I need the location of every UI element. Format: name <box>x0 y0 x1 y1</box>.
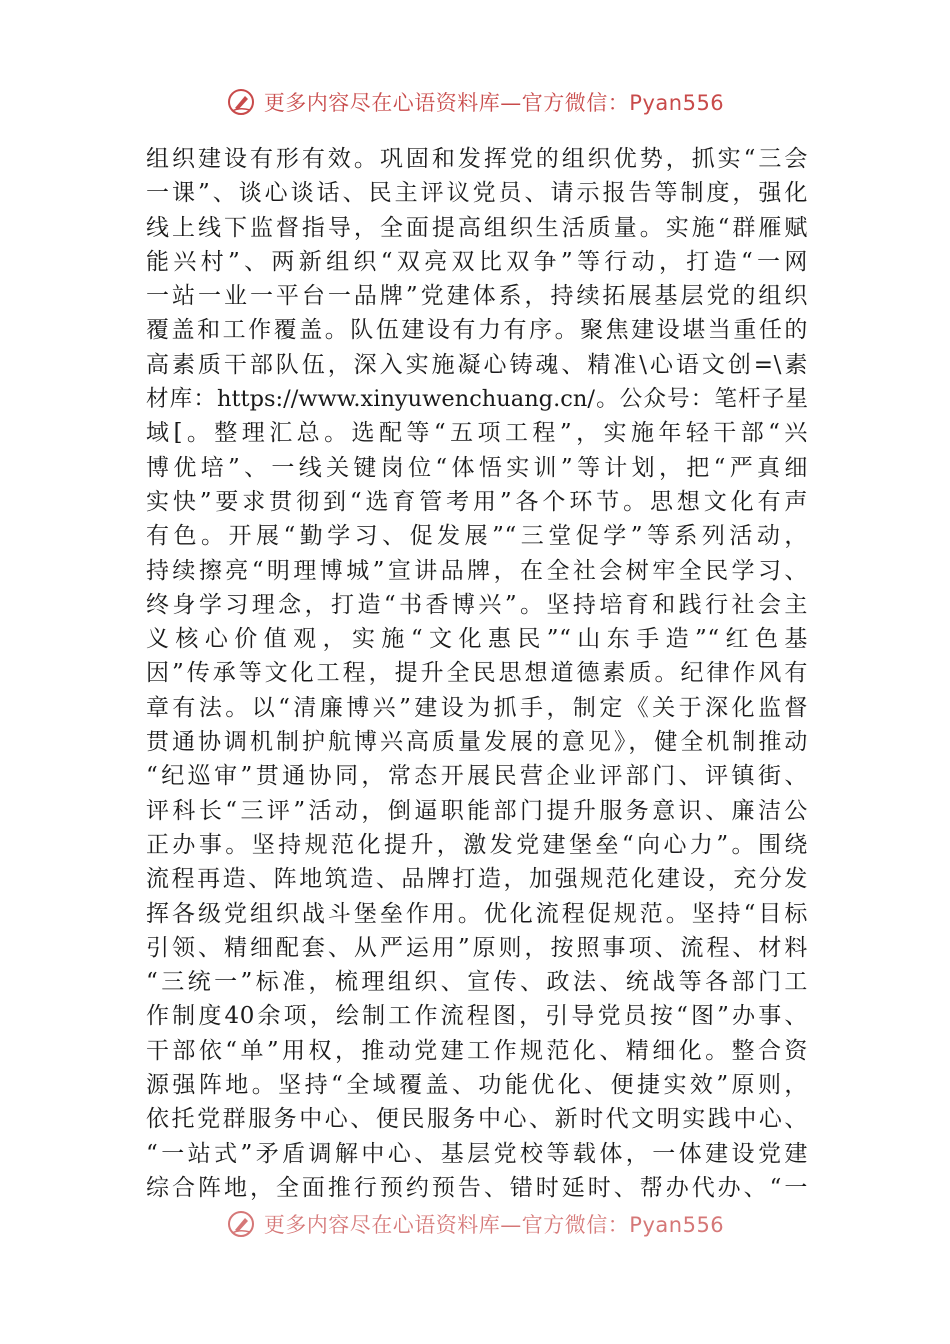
pen-circle-icon <box>226 1209 256 1239</box>
body-line: 正办事。坚持规范化提升，激发党建堡垒“向心力”。围绕 <box>146 831 808 858</box>
header-banner <box>0 82 950 122</box>
body-line: 流程再造、阵地筑造、品牌打造，加强规范化建设，充分发 <box>146 866 808 893</box>
body-line: 因”传承等文化工程，提升全民思想道德素质。纪律作风有 <box>146 660 808 687</box>
pen-circle-icon <box>226 87 256 117</box>
body-line: 线上线下监督指导，全面提高组织生活质量。实施“群雁赋 <box>146 214 808 241</box>
body-line: 引领、精细配套、从严运用”原则，按照事项、流程、材料 <box>146 934 808 961</box>
body-line: 材库：https://www.xinyuwenchuang.cn/。公众号：笔杆子星 <box>146 386 808 413</box>
body-line: 评科长“三评”活动，倒逼职能部门提升服务意识、廉洁公 <box>146 797 808 824</box>
body-line: 章有法。以“清廉博兴”建设为抓手，制定《关于深化监督 <box>146 694 808 721</box>
body-line: 一课”、谈心谈话、民主评议党员、请示报告等制度，强化 <box>146 180 808 207</box>
body-line: 综合阵地，全面推行预约预告、错时延时、帮办代办、“一 <box>146 1174 808 1201</box>
body-line: 覆盖和工作覆盖。队伍建设有力有序。聚焦建设堪当重任的 <box>146 317 808 344</box>
footer-banner-text: 更多内容尽在心语资料库—官方微信：Pyan556 <box>263 1213 725 1237</box>
header-banner-text: 更多内容尽在心语资料库—官方微信：Pyan556 <box>263 91 725 115</box>
body-line: 实快”要求贯彻到“选育管考用”各个环节。思想文化有声 <box>146 488 808 515</box>
body-line: 挥各级党组织战斗堡垒作用。优化流程促规范。坚持“目标 <box>146 900 808 927</box>
body-line: 干部依“单”用权，推动党建工作规范化、精细化。整合资 <box>146 1037 808 1064</box>
body-line: 能兴村”、两新组织“双亮双比双争”等行动，打造“一网 <box>146 248 808 275</box>
body-line: 持续擦亮“明理博城”宣讲品牌，在全社会树牢全民学习、 <box>146 557 808 584</box>
body-line: 组织建设有形有效。巩固和发挥党的组织优势，抓实“三会 <box>146 146 808 172</box>
body-line: 域[。整理汇总。选配等“五项工程”，实施年轻干部“兴 <box>146 420 808 447</box>
body-text <box>146 142 808 1222</box>
body-line: 终身学习理念，打造“书香博兴”。坚持培育和践行社会主 <box>146 591 808 618</box>
body-line: 博优培”、一线关键岗位“体悟实训”等计划，把“严真细 <box>146 454 808 481</box>
body-line: 贯通协调机制护航博兴高质量发展的意见》，健全机制推动 <box>146 729 808 756</box>
body-line: 一站一业一平台一品牌”党建体系，持续拓展基层党的组织 <box>146 283 808 310</box>
body-line: “一站式”矛盾调解中心、基层党校等载体，一体建设党建 <box>146 1140 808 1167</box>
body-line: 有色。开展“勤学习、促发展”“三堂促学”等系列活动， <box>146 523 808 550</box>
body-line: 源强阵地。坚持“全域覆盖、功能优化、便捷实效”原则， <box>146 1072 808 1099</box>
body-line: 高素质干部队伍，深入实施凝心铸魂、精准\心语文创=\素 <box>146 351 808 378</box>
body-line: 作制度40余项，绘制工作流程图，引导党员按“图”办事、 <box>146 1003 808 1030</box>
body-line: 依托党群服务中心、便民服务中心、新时代文明实践中心、 <box>146 1106 808 1133</box>
body-line: “纪巡审”贯通协同，常态开展民营企业评部门、评镇街、 <box>146 763 808 790</box>
body-line: “三统一”标准，梳理组织、宣传、政法、统战等各部门工 <box>146 969 808 996</box>
body-line: 义核心价值观，实施“文化惠民”“山东手造”“红色基 <box>146 626 808 653</box>
footer-banner <box>0 1204 950 1244</box>
